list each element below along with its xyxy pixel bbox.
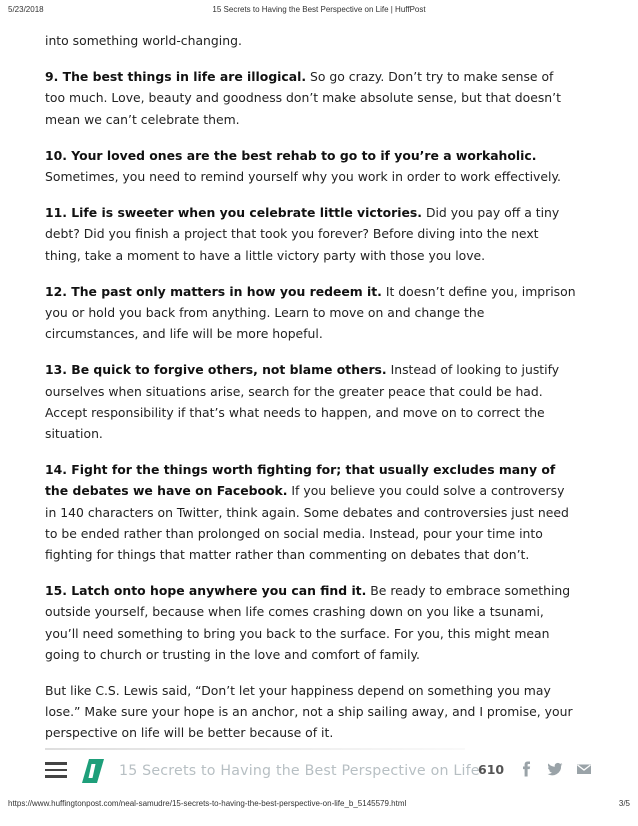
twitter-icon[interactable] bbox=[547, 761, 563, 777]
item-body: So go crazy. Don’t try to make sense of too much. Love, beauty and goodness don’t make absolute sense, but that doesn’t mean we can’t celebrate them. bbox=[45, 69, 561, 127]
email-icon[interactable] bbox=[576, 761, 592, 777]
share-count: 610 bbox=[478, 762, 505, 777]
item-heading: 12. The past only matters in how you redeem it. bbox=[45, 283, 382, 299]
print-url: https://www.huffingtonpost.com/neal-samudre/15-secrets-to-having-the-best-perspective-on-life_b_5145579.html bbox=[8, 799, 407, 808]
closing-paragraph: But like C.S. Lewis said, “Don’t let your happiness depend on something you may lose.” Make sure your hope is an anchor, not a ship sailing away, and I promise, your perspective on life will be better because of it. bbox=[45, 683, 573, 741]
item-heading: 15. Latch onto hope anywhere you can find it. bbox=[45, 583, 367, 599]
list-item bbox=[45, 202, 577, 266]
item-heading: 9. The best things in life are illogical. bbox=[45, 69, 307, 85]
list-item bbox=[45, 281, 577, 345]
item-heading: 11. Life is sweeter when you celebrate little victories. bbox=[45, 205, 422, 221]
item-body: Did you pay off a tiny debt? Did you finish a project that took you forever? Before diving into the next thing, take a moment to have a little victory party with those you love. bbox=[45, 205, 560, 263]
item-body: Sometimes, you need to remind yourself why you work in order to work effectively. bbox=[45, 169, 561, 185]
print-date: 5/23/2018 bbox=[8, 5, 44, 14]
item-body: It doesn’t define you, imprison you or hold you back from anything. Learn to move on and change the circumstances, and life will be more hopeful. bbox=[45, 283, 576, 342]
clipped-text-line bbox=[45, 744, 465, 752]
huffpost-logo[interactable] bbox=[82, 759, 104, 783]
item-body: If you believe you could solve a controversy in 140 characters on Twitter, think again. Some debates and controversies just need to be ended rather than prolonged on social media. Instead, pour your time into fighting for things that matter rather than commenting on debates that don’t. bbox=[45, 483, 569, 563]
page-number: 3/5 bbox=[618, 799, 630, 808]
lead-fragment: into something world-changing. bbox=[45, 33, 242, 48]
facebook-icon[interactable] bbox=[519, 761, 535, 777]
share-bar-title[interactable]: 15 Secrets to Having the Best Perspective on Life bbox=[119, 763, 480, 779]
list-item bbox=[45, 580, 577, 665]
item-heading: 10. Your loved ones are the best rehab to go to if you’re a workaholic. bbox=[45, 147, 537, 163]
print-header bbox=[8, 5, 630, 17]
item-body: Be ready to embrace something outside yourself, because when life comes crashing down on you like a tsunami, you’ll need something to bring you back to the surface. For you, this might mean going to church or trusting in the love and comfort of family. bbox=[45, 583, 571, 662]
item-heading: 13. Be quick to forgive others, not blame others. bbox=[45, 362, 387, 378]
print-page-title: 15 Secrets to Having the Best Perspective on Life | HuffPost bbox=[212, 5, 426, 14]
list-item bbox=[45, 459, 577, 565]
list-item bbox=[45, 359, 577, 444]
share-bar bbox=[0, 752, 638, 792]
print-footer bbox=[8, 799, 630, 811]
list-item bbox=[45, 145, 577, 187]
item-body: Instead of looking to justify ourselves when situations arise, search for the greater peace that could be had. Accept responsibility if that’s what needs to happen, and move on to correct the situation. bbox=[45, 362, 560, 442]
article-body bbox=[45, 30, 577, 759]
item-heading: 14. Fight for the things worth fighting for; that usually excludes many of the debates we have on Facebook. bbox=[45, 462, 556, 499]
menu-icon[interactable] bbox=[45, 762, 67, 778]
list-item bbox=[45, 66, 577, 130]
